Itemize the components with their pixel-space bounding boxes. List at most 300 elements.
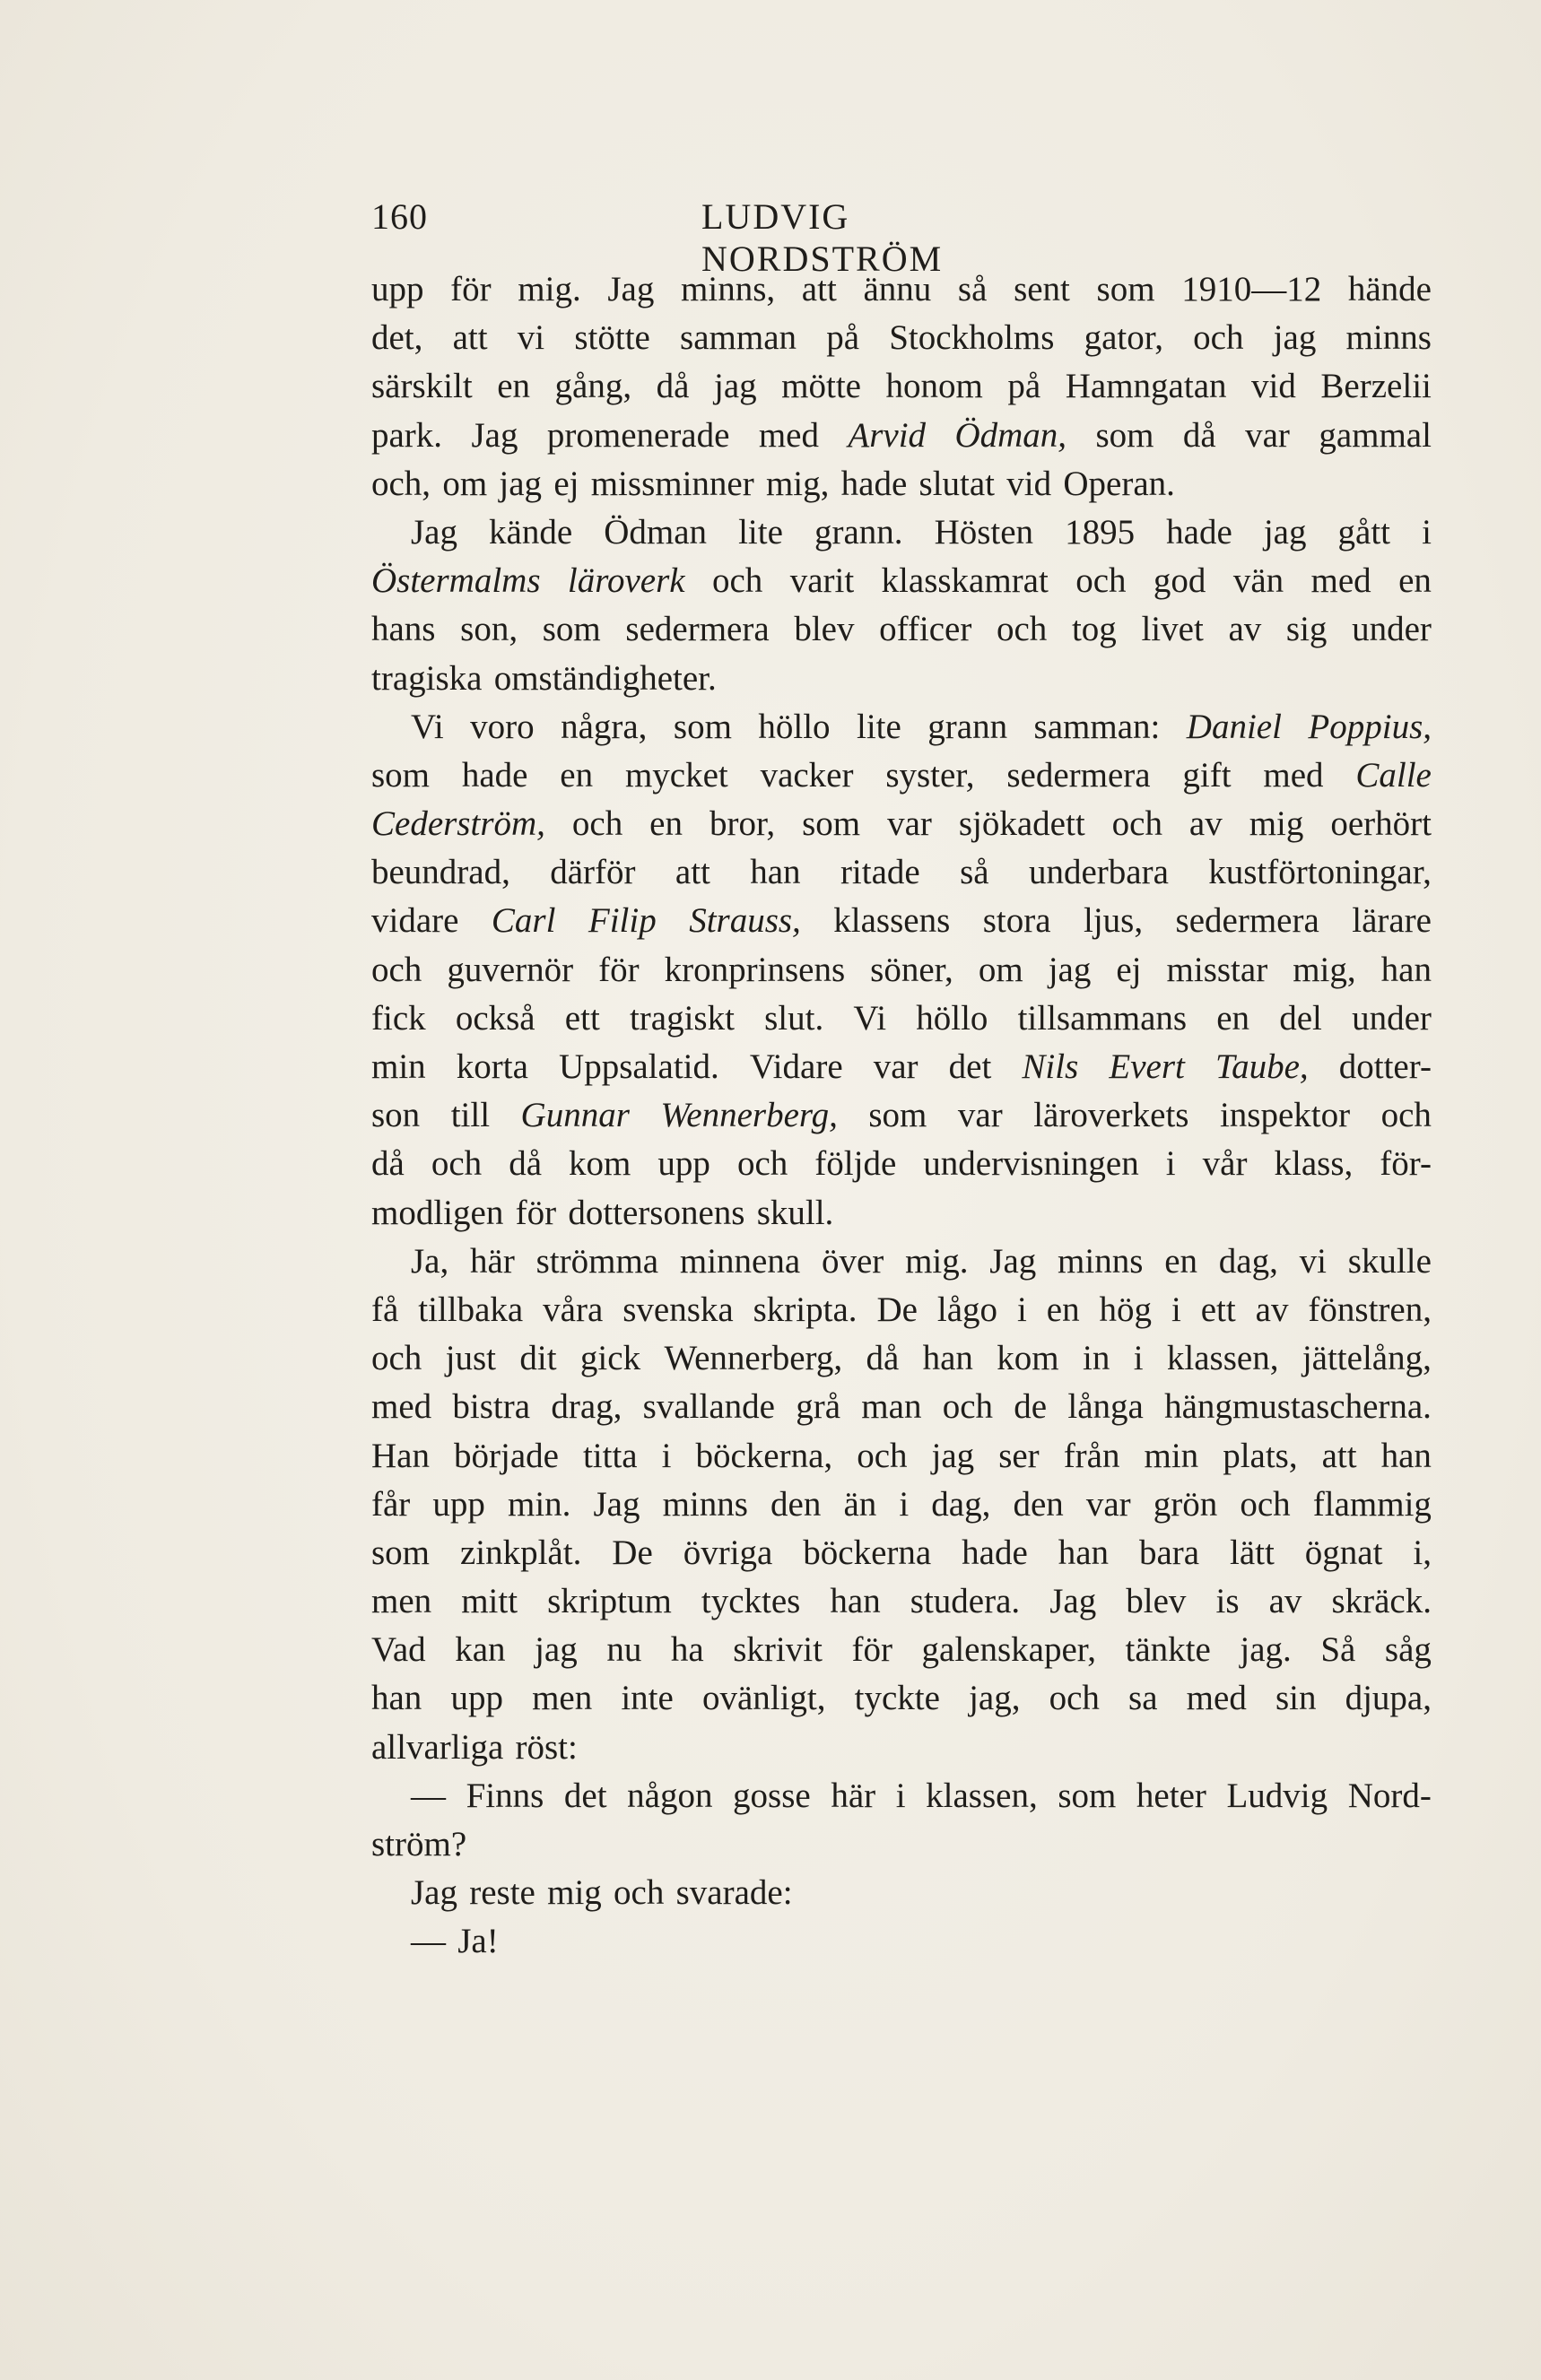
text-line [371,412,1432,460]
word: jag. [1240,1630,1292,1670]
text-line [371,1529,1432,1577]
word: heter [1136,1776,1206,1815]
word: undervisningen [923,1144,1139,1184]
word: man [861,1387,922,1427]
word: mig. [905,1241,969,1281]
word: av [1228,610,1262,649]
word: jättelång, [1302,1339,1432,1378]
word: hade [962,1533,1028,1572]
text-line [371,265,1432,314]
word: av [1255,1290,1289,1329]
word: mig [1249,804,1304,844]
word: och [614,1873,665,1913]
italic-word: Nils [1022,1047,1079,1086]
word: här [831,1776,876,1815]
word: fick [371,998,426,1038]
word: Jag [411,512,457,552]
text-line [371,1869,1432,1917]
word: Jag [1049,1582,1097,1621]
word: plats, [1223,1436,1298,1475]
word: sedermera [625,610,770,649]
word: blev [1126,1582,1187,1621]
word: jag [931,1436,975,1475]
word: 1910—12 [1181,270,1322,308]
word: min [1144,1436,1199,1475]
word: som [371,1533,431,1572]
word: djupa, [1345,1679,1432,1718]
word: misstar [1166,950,1268,989]
word: han [371,1679,422,1718]
word: och [1193,318,1244,358]
italic-word: Östermalms [371,561,541,601]
word: här [470,1241,515,1281]
word: in [1082,1339,1110,1378]
word: stora [982,901,1051,941]
word: is [1215,1582,1240,1621]
text-line [371,1724,1432,1772]
word: jag [713,367,757,406]
word: Ja, [411,1241,449,1281]
word: bistra [452,1387,531,1427]
word: oerhört [1330,804,1432,844]
word: ännu [863,270,932,308]
word: så [957,270,988,308]
word: särskilt [371,367,473,406]
word: såg [1384,1630,1432,1670]
word: Hamngatan [1065,367,1227,406]
word: jag, [969,1679,1021,1718]
word: med [1186,1679,1247,1718]
word: vår [1202,1144,1248,1184]
text-line [371,557,1432,605]
word: just [445,1339,497,1378]
word: en [649,804,683,844]
word: ritade [840,853,920,892]
word: gått [1337,512,1391,552]
word: svarade: [675,1873,793,1913]
word: jag [1048,950,1092,989]
word: Så [1320,1630,1356,1670]
word: ovänligt, [701,1679,826,1718]
word: att [801,270,837,308]
word: kände [489,512,573,552]
word: kom [569,1144,631,1184]
word: och [736,1144,788,1184]
word: skriptum [547,1582,672,1621]
word: att [452,318,488,358]
word: och [1111,804,1162,844]
word: i [899,1484,910,1524]
italic-word: Taube, [1215,1047,1309,1086]
word: i [661,1436,672,1475]
word: i [1422,512,1432,552]
word: — [411,1776,446,1815]
word: dag, [1218,1241,1278,1281]
word: son, [460,610,518,649]
word: Jag [989,1241,1037,1281]
word: för [598,950,640,989]
word: ström? [371,1825,467,1863]
word: klass, [1274,1144,1354,1184]
word: och, [371,464,431,503]
word: sent [1014,270,1070,308]
word: modligen [371,1193,504,1232]
word: det [948,1047,992,1086]
word: någon [627,1776,713,1815]
text-line [371,1432,1432,1481]
word: han [1058,1533,1110,1572]
word: våra [543,1290,604,1329]
text-line [371,314,1432,362]
word: syster, [885,755,975,795]
word: Ödman [604,512,708,552]
word: var [1245,415,1290,455]
word: han [1380,1436,1432,1475]
word: De [612,1533,653,1572]
text-line [371,1626,1432,1674]
text-line [371,362,1432,411]
word: om [978,950,1023,989]
word: mig [547,1873,602,1913]
word: sin [1275,1679,1317,1718]
word: slutat [919,464,996,503]
word: stötte [574,318,650,358]
word: minnena [679,1241,801,1281]
word: nu [606,1630,642,1670]
word: ej [1116,950,1142,989]
text-line [371,1772,1432,1820]
word: dit [519,1339,557,1378]
word: tragiskt [629,998,735,1038]
word: och [997,610,1048,649]
word: det, [371,318,423,358]
word: med [1263,755,1324,795]
word: ögnat [1304,1533,1383,1572]
text-line [371,995,1432,1043]
word: den [1013,1484,1064,1524]
word: officer [879,610,972,649]
word: han [1380,950,1432,989]
word: också [455,998,535,1038]
word: gosse [733,1776,811,1815]
word: skräck. [1331,1582,1432,1621]
word: tragiska [371,658,483,698]
word: då [866,1339,900,1378]
word: och [711,561,763,601]
word: skulle [1347,1241,1432,1281]
word: sa [1128,1679,1158,1718]
word: över [821,1241,884,1281]
word: Vidare [749,1047,843,1086]
word: ett [564,998,600,1038]
word: under [1352,998,1432,1038]
word: han [750,853,801,892]
word: då [371,1144,405,1184]
word: Vi [411,707,444,746]
word: upp [657,1144,710,1184]
word: Jag [471,415,518,455]
text-line [371,1577,1432,1626]
word: beundrad, [371,853,510,892]
word: vi [1299,1241,1327,1281]
word: galenskaper, [921,1630,1096,1670]
word: upp [371,270,424,308]
word: voro [470,707,535,746]
word: studera. [910,1582,1021,1621]
word: mycket [624,755,728,795]
word: en [497,367,531,406]
word: en [1216,998,1250,1038]
word: mig, [765,464,830,503]
word: mig. [518,270,581,308]
word: Operan. [1063,464,1175,503]
word: som [1095,415,1154,455]
word: tillbaka [418,1290,524,1329]
word: av [1188,804,1223,844]
word: vid [1006,464,1052,503]
word: zinkplåt. [459,1533,582,1572]
word: höllo [758,707,831,746]
word: tillsammans [1017,998,1188,1038]
word: Stockholms [889,318,1055,358]
word: av [1268,1582,1302,1621]
word: och [1380,1096,1432,1135]
word: och [371,1339,422,1378]
word: vi [517,318,545,358]
word: som [802,804,861,844]
word: några, [561,707,648,746]
word: honom [885,367,983,406]
text-line [371,1238,1432,1286]
word: upp [450,1679,503,1718]
word: som [673,707,732,746]
word: övriga [683,1533,773,1572]
word: dottersonens [568,1193,745,1232]
word: mitt [461,1582,518,1621]
word: promenerade [546,415,730,455]
word: som [868,1096,927,1135]
word: ej [553,464,579,503]
word: och [371,950,422,989]
word: började [454,1436,559,1475]
word: sjökadett [958,804,1085,844]
word: så [960,853,989,892]
word: klasskamrat [881,561,1049,601]
word: grå [796,1387,841,1427]
word: en [1398,561,1432,601]
italic-word: Arvid [848,415,927,455]
word: samman: [1033,707,1161,746]
word: som [542,610,601,649]
word: bara [1138,1533,1200,1572]
word: varit [789,561,855,601]
word: en [560,755,594,795]
word: Jag [593,1484,640,1524]
word: i [1016,1290,1027,1329]
word: böckerna [803,1533,932,1572]
word: klassens [833,901,951,941]
word: långa [1067,1387,1144,1427]
italic-word: Calle [1355,755,1432,795]
word: kom [997,1339,1059,1378]
word: minns [1345,318,1432,358]
word: som [1058,1776,1117,1815]
word: gång, [554,367,632,406]
word: hade [840,464,908,503]
word: vacker [760,755,854,795]
running-head: LUDVIG NORDSTRÖM [701,196,944,279]
word: han [830,1582,881,1621]
italic-word: Cederström, [371,804,545,844]
italic-word: Carl [491,901,556,941]
word: Vad [371,1630,426,1670]
word: lågo [936,1290,998,1329]
word: Jag [411,1873,457,1913]
word: mig, [1293,950,1356,989]
word: röst: [515,1727,578,1767]
italic-word: Wennerberg, [660,1096,838,1135]
italic-word: Poppius, [1308,707,1432,746]
word: samman [680,318,797,358]
word: min. [507,1484,571,1524]
word: ser [998,1436,1040,1475]
word: upp [432,1484,485,1524]
word: att [675,853,710,892]
word: var [873,1047,919,1086]
word: Han [371,1436,430,1475]
word: hög [1099,1290,1153,1329]
word: drag, [551,1387,622,1427]
word: grön [1153,1484,1218,1524]
word: jag [1273,318,1317,358]
word: och [1049,1679,1100,1718]
italic-word: Evert [1109,1047,1185,1086]
word: de [1014,1387,1048,1427]
word: för [515,1193,557,1232]
word: gift [1182,755,1232,795]
word: del [1279,998,1322,1038]
word: — [411,1922,446,1961]
italic-word: Daniel [1186,707,1282,746]
word: men [371,1582,432,1621]
word: ha [670,1630,704,1670]
text-line [371,703,1432,751]
word: mötte [781,367,861,406]
word: klassen, [926,1776,1038,1815]
text-line [371,1674,1432,1723]
italic-word: Gunnar [520,1096,630,1135]
word: följde [814,1144,897,1184]
text-line [371,946,1432,995]
word: vidare [371,901,459,941]
word: De [876,1290,918,1329]
word: slut. [764,998,824,1038]
word: var [1085,1484,1131,1524]
word: minns, [681,270,776,308]
text-line [371,605,1432,654]
word: var [957,1096,1003,1135]
word: ljus, [1083,901,1144,941]
text-line [371,1820,1432,1869]
italic-word: läroverk [567,561,685,601]
word: han [922,1339,973,1378]
word: sedermera [1175,901,1319,941]
word: höllo [916,998,988,1038]
word: hans [371,610,436,649]
word: för- [1380,1144,1432,1184]
word: underbara [1028,853,1169,892]
text-line [371,1091,1432,1140]
word: vän [1232,561,1284,601]
word: jag [535,1630,578,1670]
word: guvernör [447,950,574,989]
word: hade [461,755,528,795]
italic-word: Filip [588,901,657,941]
page-number: 160 [371,196,428,237]
word: Jag [607,270,655,308]
word: i [1165,1144,1176,1184]
word: gator, [1084,318,1163,358]
word: som [1096,270,1155,308]
word: titta [582,1436,638,1475]
word: god [1153,561,1206,601]
word: och [1075,561,1127,601]
word: minns [1058,1241,1144,1281]
word: svenska [622,1290,734,1329]
word: Nord- [1347,1776,1432,1815]
word: från [1063,1436,1120,1475]
word: ett [1200,1290,1236,1329]
word: min [371,1047,426,1086]
text-line [371,897,1432,945]
word: livet [1141,610,1204,649]
word: och [942,1387,994,1427]
word: hängmustascherna. [1164,1387,1432,1427]
word: skrivit [733,1630,823,1670]
text-line [371,1286,1432,1334]
word: Ludvig [1226,1776,1328,1815]
word: och [1240,1484,1291,1524]
text-line [371,1334,1432,1383]
text-line [371,508,1432,557]
word: minns [662,1484,748,1524]
word: missminner [590,464,754,503]
word: reste [469,1873,535,1913]
word: till [450,1096,491,1135]
word: lite [738,512,783,552]
text-line [371,1481,1432,1529]
word: hände [1347,270,1432,308]
word: i [895,1776,906,1815]
text-line [371,655,1432,703]
word: son [371,1096,421,1135]
word: och [571,804,623,844]
word: med [758,415,819,455]
word: tycktes [701,1582,801,1621]
word: Finns [466,1776,544,1815]
word: i [1133,1339,1144,1378]
word: strömma [535,1241,659,1281]
word: dotter- [1338,1047,1432,1086]
word: under [1352,610,1432,649]
text-line [371,800,1432,848]
page-header [371,195,1094,279]
word: Uppsalatid. [559,1047,719,1086]
word: då [1182,415,1216,455]
word: gammal [1319,415,1432,455]
word: grann. [814,512,903,552]
text-line [371,1383,1432,1431]
